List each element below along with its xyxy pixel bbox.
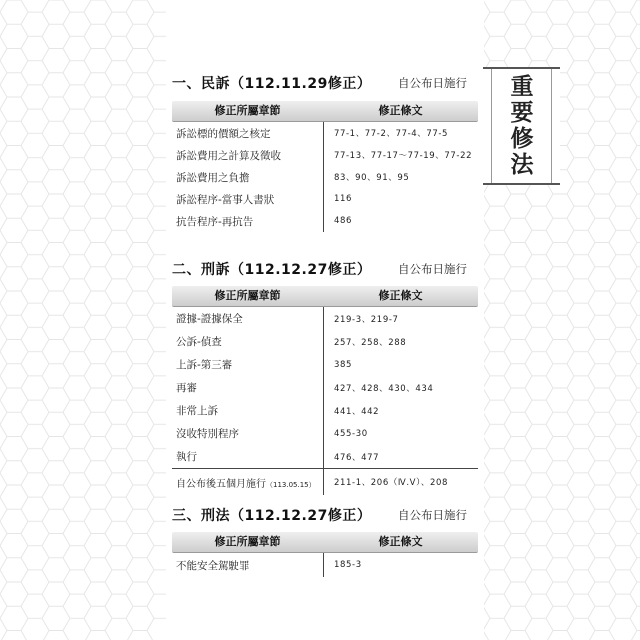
table-row — [172, 122, 478, 144]
header-articles: 修正條文 — [378, 289, 423, 302]
chapter-cell: 再審 — [176, 382, 197, 394]
table-row-delayed — [172, 468, 478, 495]
amendment-table — [172, 532, 478, 577]
chapter-cell: 公訴-偵查 — [176, 336, 222, 348]
articles-cell: 486 — [334, 216, 353, 226]
chapter-cell: 訴訟費用之負擔 — [176, 171, 250, 184]
table-row — [172, 188, 478, 210]
articles-cell: 219-3、219-7 — [334, 314, 399, 325]
column-divider — [323, 307, 324, 495]
chapter-cell: 訴訟程序-當事人書狀 — [176, 193, 275, 206]
chapter-cell: 非常上訴 — [176, 405, 218, 417]
articles-cell: 116 — [334, 194, 353, 204]
table-row — [172, 445, 478, 468]
articles-cell: 77-13、77-17～77-19、77-22 — [334, 151, 473, 161]
table-row — [172, 210, 478, 232]
section-title-criminal-procedure: 二、刑訴（112.12.27修正） — [172, 262, 372, 278]
chapter-cell — [172, 475, 323, 490]
table-row — [172, 330, 478, 353]
side-box-rule-right — [551, 69, 552, 183]
header-articles: 修正條文 — [378, 535, 423, 548]
table-row — [172, 553, 478, 577]
side-heading-char: 重 — [510, 73, 534, 100]
effective-note: 自公布日施行 — [398, 76, 467, 90]
amendment-table — [172, 101, 478, 232]
articles-cell: 476、477 — [334, 452, 380, 463]
side-box-rule-left — [491, 69, 492, 183]
delayed-effective-label: 自公布後五個月施行 — [176, 478, 266, 490]
table-row — [172, 166, 478, 188]
side-heading-char: 法 — [510, 151, 534, 178]
table-row — [172, 307, 478, 330]
chapter-cell: 不能安全駕駛罪 — [176, 559, 250, 572]
side-heading-box — [483, 67, 560, 185]
table-row — [172, 376, 478, 399]
table-row — [172, 422, 478, 445]
effective-note: 自公布日施行 — [398, 508, 467, 522]
chapter-cell: 抗告程序-再抗告 — [176, 215, 254, 228]
articles-cell: 257、258、288 — [334, 337, 407, 348]
chapter-cell: 訴訟費用之計算及徵收 — [176, 149, 281, 162]
chapter-cell: 訴訟標的價額之核定 — [176, 127, 271, 140]
amendment-table — [172, 286, 478, 495]
section-title-civil-procedure: 一、民訴（112.11.29修正） — [172, 76, 372, 92]
side-heading-char: 修 — [510, 125, 534, 152]
column-divider — [323, 122, 324, 232]
table-header — [172, 286, 478, 307]
delayed-effective-date: （113.05.15） — [266, 480, 316, 489]
table-row — [172, 399, 478, 422]
chapter-cell: 證據-證據保全 — [176, 313, 243, 325]
effective-note: 自公布日施行 — [398, 262, 467, 276]
articles-cell: 427、428、430、434 — [334, 383, 434, 394]
articles-cell: 185-3 — [334, 560, 362, 570]
chapter-cell: 執行 — [176, 451, 197, 463]
section-title-criminal-law: 三、刑法（112.12.27修正） — [172, 508, 372, 524]
side-heading-important-amendments — [507, 74, 537, 178]
articles-cell: 83、90、91、95 — [334, 173, 410, 183]
column-divider — [323, 553, 324, 577]
chapter-cell: 沒收特別程序 — [176, 428, 239, 440]
table-header — [172, 101, 478, 122]
articles-cell: 385 — [334, 359, 353, 370]
header-articles: 修正條文 — [378, 104, 423, 117]
header-chapter: 修正所屬章節 — [214, 104, 281, 117]
table-body — [172, 122, 478, 232]
articles-cell: 77-1、77-2、77-4、77-5 — [334, 129, 449, 139]
header-chapter: 修正所屬章節 — [214, 289, 281, 302]
chapter-cell: 上訴-第三審 — [176, 359, 233, 371]
articles-cell: 211-1、206（Ⅳ.Ⅴ）、208 — [334, 478, 449, 488]
table-body — [172, 553, 478, 577]
articles-cell: 441、442 — [334, 406, 380, 417]
side-heading-char: 要 — [510, 99, 534, 126]
table-body — [172, 307, 478, 495]
table-header — [172, 532, 478, 553]
articles-cell: 455-30 — [334, 428, 368, 439]
table-row — [172, 144, 478, 166]
table-row — [172, 353, 478, 376]
header-chapter: 修正所屬章節 — [214, 535, 281, 548]
